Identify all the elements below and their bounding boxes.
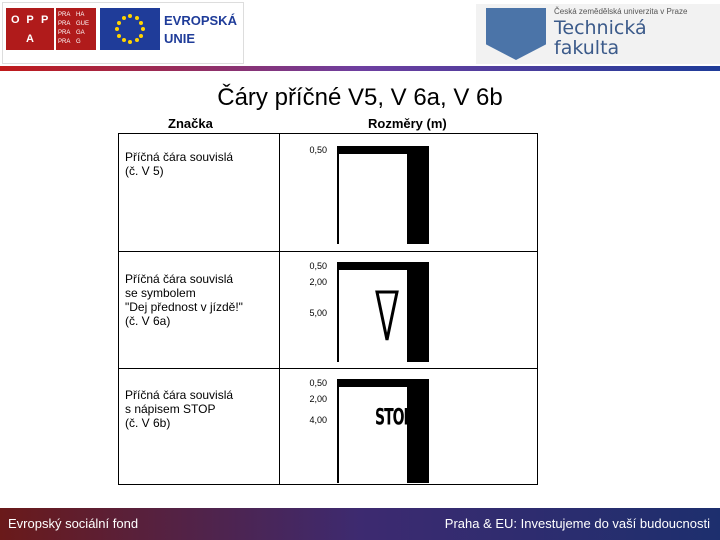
opp-letter: P	[26, 13, 34, 26]
footer-left-text: Evropský sociální fond	[8, 516, 139, 531]
praha-letter: HA	[76, 12, 85, 18]
eu-label	[164, 12, 237, 48]
eu-star-icon	[141, 27, 145, 31]
row-label-v6a: Příčná čára souvislá se symbolem "Dej přednost v jízdě!" (č. V 6a)	[125, 272, 243, 328]
markings-table	[118, 133, 538, 485]
column-header-sign: Značka	[168, 116, 213, 131]
eu-star-icon	[122, 38, 126, 42]
stop-line-mark	[337, 146, 409, 154]
opp-letter	[38, 30, 51, 47]
stop-line-mark	[337, 262, 409, 270]
dimension-label: 2,00	[309, 394, 327, 404]
opp-letter: A	[26, 32, 34, 45]
header-bar	[0, 0, 720, 70]
opp-letter	[9, 30, 22, 47]
faculty-name-line1: Technická	[554, 17, 647, 39]
praha-letter: GA	[76, 30, 85, 36]
center-line-mark	[407, 379, 429, 483]
eu-star-icon	[135, 16, 139, 20]
column-header-dimensions: Rozměry (m)	[368, 116, 447, 131]
eu-flag-icon	[100, 8, 160, 50]
road-edge	[337, 379, 339, 483]
stop-line-mark	[337, 379, 409, 387]
footer-right-text: Praha & EU: Investujeme do vaší budoucnosti	[444, 516, 710, 531]
header-divider	[0, 66, 720, 71]
praha-letter: PRA	[58, 39, 71, 45]
row-label-v6b: Příčná čára souvislá s nápisem STOP (č. V 6b)	[125, 388, 234, 430]
dimension-label: 0,50	[309, 378, 327, 388]
eu-label-line1: EVROPSKÁ	[164, 13, 237, 28]
praha-letter: PRA	[58, 21, 71, 27]
road-edge	[337, 146, 347, 244]
center-line-mark	[407, 262, 429, 362]
eu-star-icon	[117, 34, 121, 38]
eu-star-icon	[128, 14, 132, 18]
eu-star-icon	[122, 16, 126, 20]
dimension-label: 2,00	[309, 277, 327, 287]
eu-star-icon	[139, 34, 143, 38]
column-divider	[279, 134, 280, 484]
praha-letter: G	[76, 39, 81, 45]
dimension-label: 5,00	[309, 308, 327, 318]
eu-star-icon	[135, 38, 139, 42]
faculty-logo	[476, 4, 720, 64]
faculty-name-line2: fakulta	[554, 37, 620, 59]
eu-star-icon	[139, 21, 143, 25]
eu-star-icon	[128, 40, 132, 44]
dimension-label: 0,50	[309, 261, 327, 271]
praha-letter: GUE	[76, 21, 90, 27]
center-line-mark	[407, 146, 429, 244]
dimension-label: 4,00	[309, 415, 327, 425]
dimension-label: 0,50	[309, 145, 327, 155]
yield-triangle-icon	[375, 290, 399, 342]
row-divider	[119, 368, 537, 369]
university-name: Česká zemědělská univerzita v Praze	[554, 7, 688, 16]
faculty-emblem-icon	[486, 8, 546, 60]
slide-title: Čáry příčné V5, V 6a, V 6b	[217, 84, 503, 111]
faculty-name	[554, 18, 647, 58]
stop-word-mark: STOP	[375, 405, 413, 431]
opp-letter: P	[40, 13, 49, 26]
opp-letter: O	[11, 13, 20, 26]
row-divider	[119, 251, 537, 252]
praha-letter: PRA	[58, 30, 71, 36]
road-edge	[337, 262, 339, 362]
row-label-v5: Příčná čára souvislá (č. V 5)	[125, 150, 234, 178]
footer-bar	[0, 508, 720, 540]
praha-logo	[56, 8, 96, 50]
praha-letter: PRA	[58, 12, 71, 18]
eu-star-icon	[115, 27, 119, 31]
opp-logo	[6, 8, 54, 50]
eu-star-icon	[117, 21, 121, 25]
eu-label-line2: UNIE	[164, 31, 196, 46]
